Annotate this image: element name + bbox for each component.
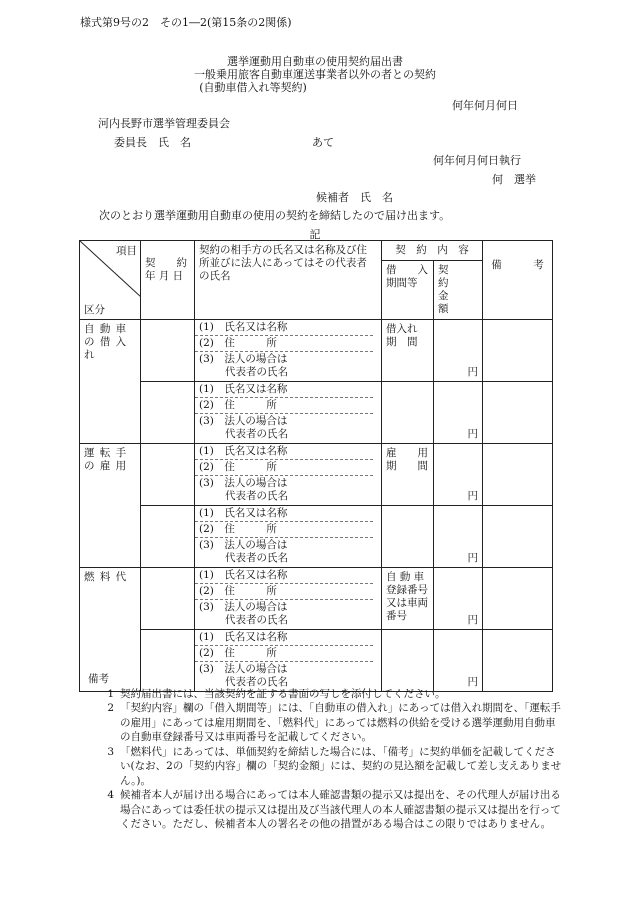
party-line: (1) 氏名又は名称 — [195, 630, 373, 646]
contract-date-cell — [141, 382, 195, 444]
form-subtitle-paren: (自動車借入れ等契約) — [199, 81, 307, 94]
amount-cell — [434, 382, 483, 444]
party-line — [195, 600, 373, 629]
note-number: 1 — [107, 687, 114, 700]
submission-date: 何年何月何日 — [452, 99, 518, 112]
period-cell — [382, 444, 434, 506]
party-line: (2) 住 所 — [195, 460, 373, 476]
contract-content-header: 契 約 内 容 — [382, 241, 483, 261]
party-line: (1) 氏名又は名称 — [195, 320, 373, 336]
note-number: 3 — [107, 745, 114, 758]
party-line: (1) 氏名又は名称 — [195, 568, 373, 584]
party-line — [195, 414, 373, 443]
yen-unit: 円 — [467, 614, 478, 626]
party-line: (1) 氏名又は名称 — [195, 382, 373, 398]
party-line: (1) 氏名又は名称 — [195, 444, 373, 460]
period-header: 借 入 期間等 — [382, 261, 434, 320]
contract-date-cell — [141, 506, 195, 568]
note-item — [92, 701, 562, 745]
candidate-name: 候補者 氏 名 — [316, 191, 393, 204]
contract-date-cell — [141, 320, 195, 382]
note-text: 「燃料代」にあっては、単価契約を締結した場合には、「備考」に契約単価を記載してください(なお、2の「契約内容」欄の「契約金額」には、契約の見込額を記載して差し支えありません。)。 — [120, 745, 562, 787]
addressee-committee: 河内長野市選挙管理委員会 — [98, 117, 230, 130]
party-line-corp: (3) 法人の場合は — [199, 663, 288, 675]
party-line: (2) 住 所 — [195, 522, 373, 538]
party-cell — [195, 320, 382, 382]
contract-date-cell — [141, 444, 195, 506]
contract-date-header: 契 約 年 月 日 — [141, 241, 195, 320]
party-cell — [195, 568, 382, 630]
amount-cell — [434, 568, 483, 630]
period-cell — [382, 320, 434, 382]
notes-heading: 備考 — [88, 673, 109, 685]
party-line-corp: (3) 法人の場合は — [199, 477, 288, 489]
period-label: 自 動 車 登録番号 又は車両 番号 — [386, 571, 428, 622]
party-line-corp: (3) 法人の場合は — [199, 415, 288, 427]
addressee-chair: 委員長 氏 名 — [114, 136, 191, 149]
party-line — [195, 538, 373, 567]
category-cell — [80, 444, 141, 568]
party-line: (2) 住 所 — [195, 398, 373, 414]
period-cell — [382, 506, 434, 568]
yen-unit: 円 — [467, 428, 478, 440]
category-label: 燃 料 代 — [84, 571, 128, 583]
period-label: 借入れ 期 間 — [386, 323, 418, 348]
party-cell — [195, 382, 382, 444]
party-header: 契約の相手方の氏名又は名称及び住所並びに法人にあってはその代表者の氏名 — [195, 241, 382, 320]
intro-text: 次のとおり選挙運動用自動車の使用の契約を締結したので届け出ます。 — [99, 209, 451, 222]
remarks-cell — [483, 320, 553, 382]
note-item — [92, 687, 562, 702]
period-cell — [382, 568, 434, 630]
yen-unit: 円 — [467, 676, 478, 688]
remarks-cell — [483, 506, 553, 568]
party-line: (2) 住 所 — [195, 584, 373, 600]
election-date: 何年何月何日執行 — [433, 154, 521, 167]
party-line: (2) 住 所 — [195, 646, 373, 662]
ki-heading: 記 — [309, 228, 321, 241]
party-line-rep: 代表者の氏名 — [225, 366, 288, 378]
addressee-ate: あて — [312, 136, 334, 149]
note-number: 4 — [107, 789, 114, 801]
party-line: (1) 氏名又は名称 — [195, 506, 373, 522]
remarks-cell — [483, 444, 553, 506]
notes-section — [88, 672, 562, 832]
yen-unit: 円 — [467, 552, 478, 564]
category-label: 自 動 車 の 借 入 れ — [84, 323, 128, 361]
note-item — [92, 745, 562, 789]
amount-header: 契 約 金 額 — [434, 261, 483, 320]
remarks-cell — [483, 568, 553, 630]
remarks-cell — [483, 382, 553, 444]
party-line-rep: 代表者の氏名 — [225, 676, 288, 688]
party-line: (2) 住 所 — [195, 336, 373, 352]
remarks-header: 備 考 — [483, 241, 553, 320]
category-label: 区分 — [84, 304, 105, 316]
party-line — [195, 352, 373, 381]
contract-date-cell — [141, 568, 195, 630]
note-text: 契約届出書には、当該契約を証する書面の写しを添付してください。 — [120, 687, 446, 700]
note-number: 2 — [107, 702, 114, 714]
form-title: 選挙運動用自動車の使用契約届出書 — [227, 55, 403, 68]
contract-table — [79, 240, 553, 692]
yen-unit: 円 — [467, 366, 478, 378]
form-subtitle: 一般乗用旅客自動車運送事業者以外の者との契約 — [194, 68, 436, 81]
party-line-rep: 代表者の氏名 — [225, 614, 288, 626]
party-line-rep: 代表者の氏名 — [225, 490, 288, 502]
period-label: 雇 用 期 間 — [386, 447, 428, 472]
party-line-corp: (3) 法人の場合は — [199, 601, 288, 613]
note-text: 「契約内容」欄の「借入期間等」には、「自動車の借入れ」にあっては借入れ期間を、「運転手の雇用」にあっては雇用期間を、「燃料代」にあっては燃料の供給を受ける選挙運動用自動車の自動車登録番号又は車両番号を記載してください。 — [120, 702, 561, 743]
period-cell — [382, 382, 434, 444]
party-cell — [195, 506, 382, 568]
category-label: 運 転 手 の 雇 用 — [84, 447, 128, 472]
amount-cell — [434, 320, 483, 382]
form-number: 様式第9号の2 その1―2(第15条の2関係) — [80, 16, 292, 29]
party-line — [195, 476, 373, 505]
item-category-header — [80, 241, 141, 320]
party-line-rep: 代表者の氏名 — [225, 552, 288, 564]
party-cell — [195, 444, 382, 506]
party-line-corp: (3) 法人の場合は — [199, 539, 288, 551]
item-label: 項目 — [116, 245, 137, 257]
election-name: 何 選挙 — [492, 173, 536, 186]
amount-cell — [434, 444, 483, 506]
note-item — [92, 788, 562, 832]
note-text: 候補者本人が届け出る場合にあっては本人確認書類の提示又は提出を、その代理人が届け出る場合にあっては委任状の提示又は提出及び当該代理人の本人確認書類の提示又は提出を行ってください。ただし、候補者本人の署名その他の措置がある場合はこの限りではありません。 — [120, 789, 561, 830]
yen-unit: 円 — [467, 490, 478, 502]
amount-cell — [434, 506, 483, 568]
party-line-corp: (3) 法人の場合は — [199, 353, 288, 365]
party-line-rep: 代表者の氏名 — [225, 428, 288, 440]
category-cell — [80, 320, 141, 444]
